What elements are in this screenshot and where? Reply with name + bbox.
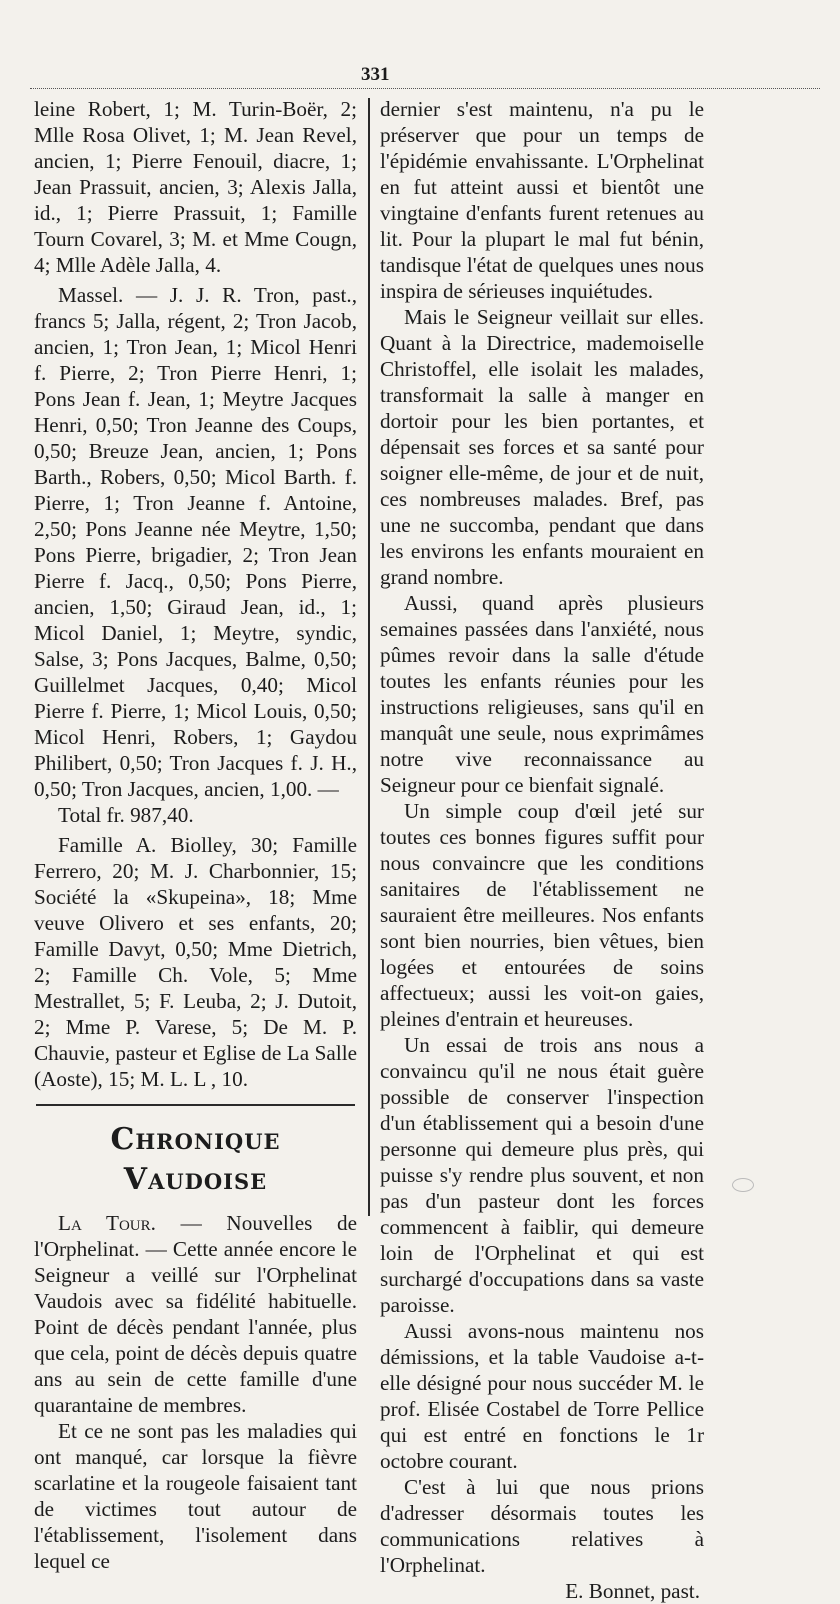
- article-lead: La Tour.: [58, 1211, 156, 1235]
- ink-smudge: [732, 1178, 754, 1192]
- donor-list-1: leine Robert, 1; M. Turin-Boër, 2; Mlle Rosa Olivet, 1; M. Jean Revel, ancien, 1; Pierre Fenouil, diacre, 1; Jean Prassuit, ancien, 3; Alexis Jalla, id., 1; Pierre Prassuit, 1; Famille Tourn Covarel, 3; M. et Mme Cougn, 4; Mlle Adèle Jalla, 4.: [34, 97, 357, 277]
- right-paragraph-5: Un essai de trois ans nous a convaincu qu'il ne nous était guère possible de conserver l'inspection d'un établissement qui a besoin d'une personne qui demeure plus près, qui puisse s'y rendre plus souvent, et non pas d'un pasteur dont les forces commencent à faiblir, qui demeure loin de l'Orphelinat et qui est surchargé d'occupations dans sa vaste paroisse.: [380, 1033, 704, 1317]
- section-rule: [36, 1104, 355, 1106]
- donor-list-massel: Massel. — J. J. R. Tron, past., francs 5; Jalla, régent, 2; Tron Jacob, ancien, 1; Tron Jean, 1; Micol Henri f. Pierre, 2; Tron Pierre Henri, 1; Pons Jean f. Jean, 1; Meytre Jacques Henri, 0,50; Tron Jeanne des Coups, 0,50; Breuze Jean, ancien, 1; Pons Barth., Robers, 0,50; Micol Barth. f. Pierre, 1; Tron Jeanne f. Antoine, 2,50; Pons Jeanne née Meytre, 1,50; Pons Pierre, brigadier, 2; Tron Jean Pierre f. Jacq., 0,50; Pons Pierre, ancien, 1,50; Giraud Jean, id., 1; Micol Daniel, 1; Meytre, syndic, Salse, 3; Pons Jacques, Balme, 0,50; Guillelmet Jacques, 0,40; Micol Pierre f. Pierre, 1; Micol Louis, 0,50; Micol Henri, Robers, 1; Gaydou Philibert, 0,50; Tron Jacques f. J. H., 0,50; Tron Jacques, ancien, 1,00. —: [34, 283, 357, 801]
- right-paragraph-4: Un simple coup d'œil jeté sur toutes ces bonnes figures suffit pour nous convaincre que les conditions sanitaires de l'établissement ne sauraient être meilleures. Nos enfants sont bien nourries, bien vêtues, bien logées et entourées de soins affectueux; aussi les voit-on gaies, pleines d'entrain et heureuses.: [380, 799, 704, 1031]
- right-column: [380, 96, 704, 1604]
- section-title: Chronique Vaudoise: [110, 1122, 281, 1197]
- donor-total: Total fr. 987,40.: [58, 803, 194, 827]
- article-paragraph-2: Et ce ne sont pas les maladies qui ont manqué, car lorsque la fièvre scarlatine et la rougeole faisaient tant de victimes tout autour de l'établissement, l'isolement dans lequel ce: [34, 1419, 357, 1573]
- left-column: [34, 96, 357, 1574]
- donor-list-2: Famille A. Biolley, 30; Famille Ferrero, 20; M. J. Charbonnier, 15; Société la «Skupeina», 18; Mme veuve Olivero et ses enfants, 20; Famille Davyt, 0,50; Mme Dietrich, 2; Famille Ch. Vole, 5; Mme Mestrallet, 5; F. Leuba, 2; J. Dutoit, 2; Mme P. Varese, 5; De M. P. Chauvie, pasteur et Eglise de La Salle (Aoste), 15; M. L. L , 10.: [34, 833, 357, 1091]
- right-paragraph-7: C'est à lui que nous prions d'adresser désormais toutes les communications relatives à l'Orphelinat.: [380, 1475, 704, 1577]
- right-paragraph-1: dernier s'est maintenu, n'a pu le préserver que pour un temps de l'épidémie envahissante. L'Orphelinat en fut atteint aussi et bientôt une vingtaine d'enfants furent retenues au lit. Pour la plupart le mal fut bénin, tandisque l'état de quelques unes nous inspira de sérieuses inquiétudes.: [380, 97, 704, 303]
- right-paragraph-6: Aussi avons-nous maintenu nos démissions, et la table Vaudoise a-t-elle désigné pour nous succéder M. le prof. Elisée Costabel de Torre Pellice qui est entré en fonctions le 1r octobre courant.: [380, 1319, 704, 1473]
- article-paragraph-1: [34, 1210, 357, 1418]
- column-divider: [368, 98, 370, 1216]
- signature: E. Bonnet, past.: [565, 1579, 700, 1603]
- article-body: — Nouvelles de l'Orphelinat. — Cette année encore le Seigneur a veillé sur l'Orphelinat Vaudois avec sa fidélité habituelle. Point de décès pendant l'année, plus que cela, point de décès depuis quatre ans au sein de cette famille d'une quarantaine de membres.: [34, 1211, 357, 1417]
- page-number: 331: [358, 64, 393, 86]
- right-paragraph-2: Mais le Seigneur veillait sur elles. Quant à la Directrice, mademoiselle Christoffel, elle isolait les malades, transformait la salle à manger en dortoir pour les bien portantes, et dépensait ses forces et sa santé pour soigner elle-même, de jour et de nuit, ces nombreuses malades. Bref, pas une ne succomba, pendant que dans les environs les enfants mouraient en grand nombre.: [380, 305, 704, 589]
- right-paragraph-3: Aussi, quand après plusieurs semaines passées dans l'anxiété, nous pûmes revoir dans la salle d'étude toutes les enfants réunies pour les instructions religieuses, sans qu'il en manquât une seule, nous exprimâmes notre vive reconnaissance au Seigneur pour ce bienfait signalé.: [380, 591, 704, 797]
- header-rule: [30, 78, 820, 89]
